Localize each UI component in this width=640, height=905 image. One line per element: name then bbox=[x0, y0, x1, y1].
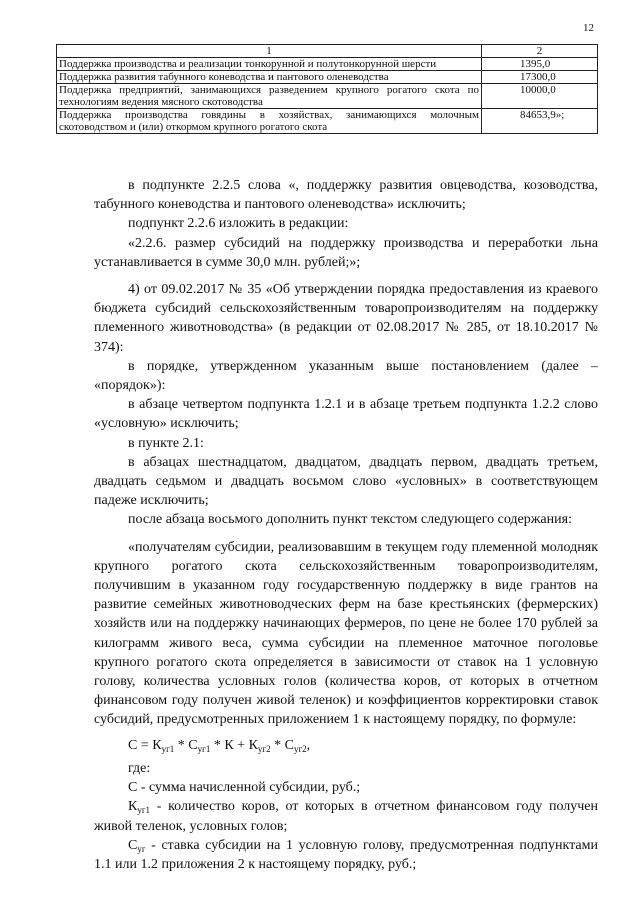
formula-sub: уг1 bbox=[197, 743, 211, 754]
def-sub: уг bbox=[137, 843, 146, 854]
row-amount: 17300,0 bbox=[482, 71, 598, 84]
def-sub: уг1 bbox=[137, 805, 151, 816]
row-amount: 10000,0 bbox=[482, 84, 598, 109]
formula-k: К bbox=[248, 737, 258, 753]
page-number: 12 bbox=[583, 22, 594, 34]
paragraph: подпункт 2.2.6 изложить в редакции: bbox=[128, 216, 349, 232]
paragraph: в подпункте 2.2.5 слова «, поддержку развития овцеводства, козоводства, табунного коневодства и пантового оленеводства» исключить; bbox=[94, 178, 598, 213]
row-name: Поддержка развития табунного коневодства и пантового оленеводства bbox=[57, 71, 482, 84]
formula-sub: уг2 bbox=[293, 743, 307, 754]
row-name: Поддержка производства и реализации тонкорунной и полутонкорунной шерсти bbox=[57, 58, 482, 71]
table-header-row bbox=[57, 45, 598, 58]
table-row bbox=[57, 109, 598, 134]
formula-lhs: С = bbox=[128, 737, 153, 753]
formula-c: С bbox=[188, 737, 198, 753]
def-symbol: К bbox=[128, 799, 138, 815]
formula-k-coef: К bbox=[224, 737, 234, 753]
formula-c: С bbox=[284, 737, 294, 753]
table-row bbox=[57, 58, 598, 71]
formula-op: * bbox=[270, 737, 285, 753]
formula-k: К bbox=[152, 737, 162, 753]
document-body bbox=[94, 176, 598, 874]
def-text: - количество коров, от которых в отчетном финансовом году получен живой теленок, условных голов; bbox=[94, 799, 598, 834]
table-row bbox=[57, 71, 598, 84]
table-header-col-1: 1 bbox=[57, 45, 482, 58]
formula-op: + bbox=[233, 737, 249, 753]
def-text: - ставка субсидии на 1 условную голову, предусмотренная подпунктами 1.1 или 1.2 приложения 2 к настоящему порядку, руб.; bbox=[94, 837, 598, 872]
definition-cug bbox=[94, 836, 598, 874]
formula-sub: уг2 bbox=[257, 743, 271, 754]
subsidy-table bbox=[56, 44, 598, 134]
formula-op: * bbox=[174, 737, 189, 753]
table-header-col-2: 2 bbox=[482, 45, 598, 58]
row-amount: 84653,9»; bbox=[482, 109, 598, 134]
paragraph: 4) от 09.02.2017 № 35 «Об утверждении порядка предоставления из краевого бюджета субсидий сельскохозяйственным товаропроизводителям на поддержку племенного животноводства» (в редакции от 02.08.2017 № 285, от 18.10.2017 № 374): bbox=[94, 282, 598, 355]
table-row bbox=[57, 84, 598, 109]
paragraph: в пункте 2.1: bbox=[128, 435, 204, 451]
paragraph: С - сумма начисленной субсидии, руб.; bbox=[128, 780, 361, 796]
paragraph: после абзаца восьмого дополнить пункт текстом следующего содержания: bbox=[128, 512, 572, 528]
paragraph: в абзацах шестнадцатом, двадцатом, двадцать первом, двадцать третьем, двадцать седьмом и двадцать восьмом слово «условных» в соответствующем падеже исключить; bbox=[94, 454, 598, 509]
formula-sub: уг1 bbox=[161, 743, 175, 754]
paragraph: в абзаце четвертом подпункта 1.2.1 и в абзаце третьем подпункта 1.2.2 слово «условную» исключить; bbox=[94, 397, 598, 432]
formula-op: * bbox=[210, 737, 225, 753]
row-name: Поддержка предприятий, занимающихся разведением крупного рогатого скота по технологиям ведения мясного скотоводства bbox=[57, 84, 482, 109]
paragraph: где: bbox=[128, 760, 151, 776]
row-name: Поддержка производства говядины в хозяйствах, занимающихся молочным скотоводством и (или) откормом крупного рогатого скота bbox=[57, 109, 482, 134]
paragraph: «получателям субсидии, реализовавшим в текущем году племенной молодняк крупного рогатого скота сельскохозяйственным товаропроизводителям, получившим в указанном году государственную поддержку в виде грантов на развитие семейных животноводческих ферм на базе крестьянских (фермерских) хозяйств или на поддержку начинающих фермеров, по цене не более 170 рублей за килограмм живого веса, сумма субсидии на племенное маточное поголовье крупного рогатого скота определяется в зависимости от ставок на 1 условную голову, количества условных голов (количества коров, от которых в отчетном финансовом году получен живой теленок) и коэффициентов корректировки ставок субсидий, предусмотренных приложением 1 к настоящему порядку, по формуле: bbox=[94, 539, 598, 728]
paragraph: «2.2.6. размер субсидий на поддержку производства и переработки льна устанавливается в сумме 30,0 млн. рублей;»; bbox=[94, 235, 598, 270]
row-amount: 1395,0 bbox=[482, 58, 598, 71]
formula-end: , bbox=[306, 737, 311, 753]
paragraph: в порядке, утвержденном указанным выше постановлением (далее – «порядок»): bbox=[94, 358, 598, 394]
def-symbol: С bbox=[128, 837, 138, 853]
definition-kug1 bbox=[94, 797, 598, 835]
subsidy-formula bbox=[94, 736, 598, 755]
